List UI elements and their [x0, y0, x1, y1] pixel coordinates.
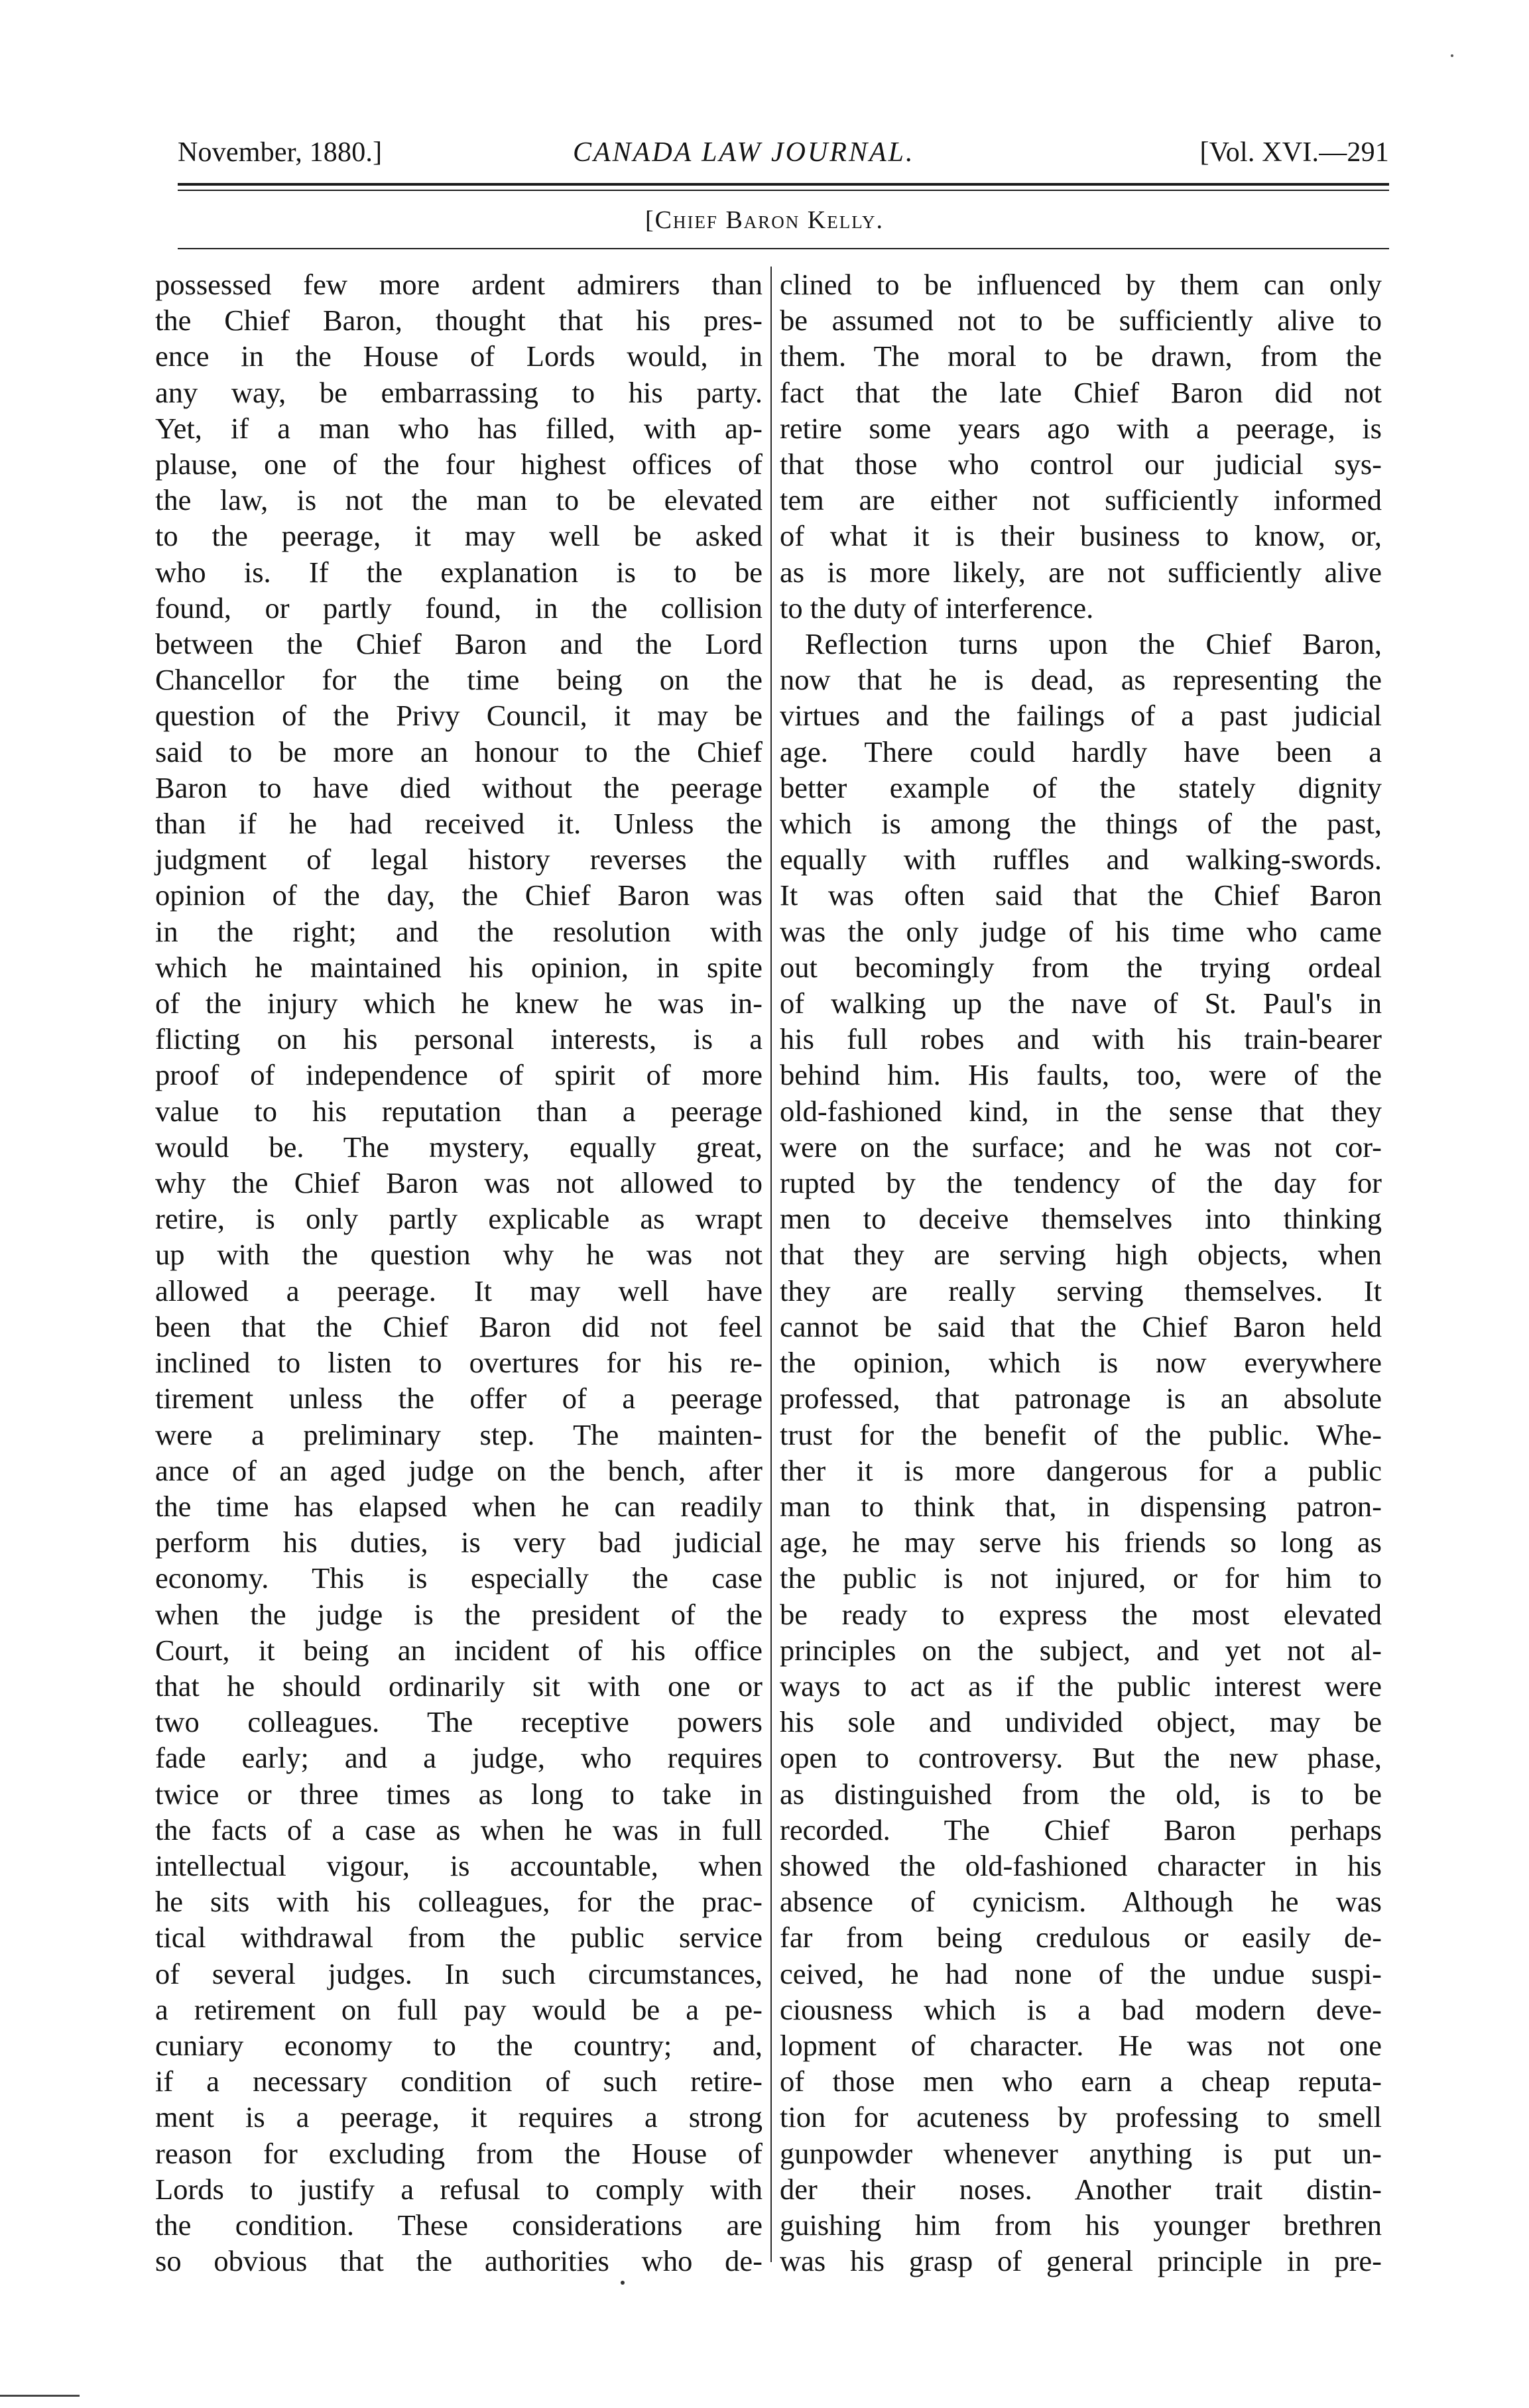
text-line: that those who control our judicial sys-	[780, 448, 1382, 481]
text-line: as is more likely, are not sufficiently alive	[780, 555, 1382, 589]
text-line: clined to be influenced by them can only	[780, 268, 1382, 301]
text-line: who is. If the explanation is to be	[155, 555, 763, 589]
text-line: better example of the stately dignity	[780, 770, 1382, 804]
text-line: up with the question why he was not	[155, 1238, 763, 1272]
header-rule-thick	[178, 183, 1389, 186]
text-line: ence in the House of Lords would, in	[155, 339, 763, 373]
text-line: trust for the benefit of the public. Whe-	[780, 1417, 1382, 1451]
text-line: age. There could hardly have been a	[780, 735, 1382, 768]
text-line: showed the old-fashioned character in his	[780, 1848, 1382, 1882]
text-line: Court, it being an incident of his office	[155, 1633, 763, 1667]
text-line: which he maintained his opinion, in spite	[155, 950, 763, 984]
page-speck	[1451, 54, 1453, 57]
text-line: be assumed not to be sufficiently alive to	[780, 304, 1382, 337]
text-line: retire some years ago with a peerage, is	[780, 411, 1382, 445]
text-line: why the Chief Baron was not allowed to	[155, 1166, 763, 1200]
text-line: his sole and undivided object, may be	[780, 1705, 1382, 1739]
text-line: the time has elapsed when he can readily	[155, 1489, 763, 1523]
text-line: der their noses. Another trait distin-	[780, 2172, 1382, 2206]
text-line: virtues and the failings of a past judicial	[780, 699, 1382, 733]
text-line: old-fashioned kind, in the sense that they	[780, 1094, 1382, 1128]
issue-date: November, 1880.]	[178, 137, 383, 168]
text-line: that he should ordinarily sit with one or	[155, 1669, 763, 1703]
text-line: been that the Chief Baron did not feel	[155, 1309, 763, 1343]
text-line: judgment of legal history reverses the	[155, 843, 763, 876]
text-line: Lords to justify a refusal to comply with	[155, 2172, 763, 2206]
text-line: Baron to have died without the peerage	[155, 770, 763, 804]
text-line: said to be more an honour to the Chief	[155, 735, 763, 768]
text-line: flicting on his personal interests, is a	[155, 1022, 763, 1056]
text-line: which is among the things of the past,	[780, 807, 1382, 841]
text-line: the facts of a case as when he was in full	[155, 1813, 763, 1846]
left-column	[155, 267, 763, 2279]
text-line: value to his reputation than a peerage	[155, 1094, 763, 1128]
text-line: were on the surface; and he was not cor-	[780, 1130, 1382, 1164]
text-line: fact that the late Chief Baron did not	[780, 375, 1382, 409]
text-line: gunpowder whenever anything is put un-	[780, 2136, 1382, 2170]
text-line: rupted by the tendency of the day for	[780, 1166, 1382, 1200]
text-line: perform his duties, is very bad judicial	[155, 1526, 763, 1559]
text-line: them. The moral to be drawn, from the	[780, 339, 1382, 373]
text-line: retire, is only partly explicable as wrapt	[155, 1202, 763, 1236]
text-line: they are really serving themselves. It	[780, 1274, 1382, 1307]
text-line: were a preliminary step. The mainten-	[155, 1417, 763, 1451]
text-line: far from being credulous or easily de-	[780, 1921, 1382, 1955]
running-head-rule	[178, 248, 1389, 249]
text-line: of what it is their business to know, or,	[780, 519, 1382, 553]
text-line: in the right; and the resolution with	[155, 914, 763, 948]
text-line: tem are either not sufficiently informed	[780, 483, 1382, 517]
text-line: recorded. The Chief Baron perhaps	[780, 1813, 1382, 1846]
text-line: the public is not injured, or for him to	[780, 1561, 1382, 1595]
text-line: plause, one of the four highest offices of	[155, 448, 763, 481]
text-line: economy. This is especially the case	[155, 1561, 763, 1595]
text-line: Reflection turns upon the Chief Baron,	[805, 627, 1382, 661]
text-line: lopment of character. He was not one	[780, 2028, 1382, 2062]
text-line: It was often said that the Chief Baron	[780, 878, 1382, 912]
text-line: men to deceive themselves into thinking	[780, 1202, 1382, 1236]
text-line: be ready to express the most elevated	[780, 1597, 1382, 1631]
text-line: of several judges. In such circumstances,	[155, 1957, 763, 1990]
text-line: when the judge is the president of the	[155, 1597, 763, 1631]
text-line: inclined to listen to overtures for his re-	[155, 1346, 763, 1380]
text-line: the Chief Baron, thought that his pres-	[155, 304, 763, 337]
header-rule-thin	[178, 190, 1389, 191]
text-line: ciousness which is a bad modern deve-	[780, 1992, 1382, 2026]
text-line: tical withdrawal from the public service	[155, 1921, 763, 1955]
text-line: he sits with his colleagues, for the prac-	[155, 1885, 763, 1919]
text-line: than if he had received it. Unless the	[155, 807, 763, 841]
text-line: his full robes and with his train-bearer	[780, 1022, 1382, 1056]
text-line: allowed a peerage. It may well have	[155, 1274, 763, 1307]
text-line: professed, that patronage is an absolute	[780, 1382, 1382, 1415]
text-line: cannot be said that the Chief Baron held	[780, 1309, 1382, 1343]
text-line: would be. The mystery, equally great,	[155, 1130, 763, 1164]
text-line: ance of an aged judge on the bench, after	[155, 1453, 763, 1487]
text-line: the law, is not the man to be elevated	[155, 483, 763, 517]
text-line: intellectual vigour, is accountable, when	[155, 1848, 763, 1882]
text-line: guishing him from his younger brethren	[780, 2208, 1382, 2242]
text-line: now that he is dead, as representing the	[780, 663, 1382, 697]
text-line: as distinguished from the old, is to be	[780, 1777, 1382, 1811]
text-line: ther it is more dangerous for a public	[780, 1453, 1382, 1487]
text-line: Chancellor for the time being on the	[155, 663, 763, 697]
text-line: any way, be embarrassing to his party.	[155, 375, 763, 409]
text-line: two colleagues. The receptive powers	[155, 1705, 763, 1739]
text-line: principles on the subject, and yet not al-	[780, 1633, 1382, 1667]
text-line: absence of cynicism. Although he was	[780, 1885, 1382, 1919]
journal-title: CANADA LAW JOURNAL.	[573, 137, 915, 168]
text-line: open to controversy. But the new phase,	[780, 1741, 1382, 1775]
text-line: Yet, if a man who has filled, with ap-	[155, 411, 763, 445]
text-line: possessed few more ardent admirers than	[155, 268, 763, 301]
text-line: between the Chief Baron and the Lord	[155, 627, 763, 661]
page-header	[178, 130, 1389, 176]
text-line: tirement unless the offer of a peerage	[155, 1382, 763, 1415]
text-line: equally with ruffles and walking-swords.	[780, 843, 1382, 876]
text-line: to the peerage, it may well be asked	[155, 519, 763, 553]
text-line: that they are serving high objects, when	[780, 1238, 1382, 1272]
volume-page-number: [Vol. XVI.—291	[1199, 137, 1389, 168]
right-column	[780, 267, 1382, 2279]
text-line: was the only judge of his time who came	[780, 914, 1382, 948]
page-edge-line	[0, 2395, 80, 2397]
text-line: fade early; and a judge, who requires	[155, 1741, 763, 1775]
text-line: opinion of the day, the Chief Baron was	[155, 878, 763, 912]
text-line: so obvious that the authorities who de-	[155, 2244, 763, 2278]
text-line: behind him. His faults, too, were of the	[780, 1058, 1382, 1092]
text-line: of walking up the nave of St. Paul's in	[780, 987, 1382, 1020]
text-line: to the duty of interference.	[780, 591, 1094, 625]
text-line: a retirement on full pay would be a pe-	[155, 1992, 763, 2026]
running-head: [Chief Baron Kelly.	[644, 206, 885, 234]
text-line: of the injury which he knew he was in-	[155, 987, 763, 1020]
text-line: if a necessary condition of such retire-	[155, 2065, 763, 2098]
text-line: cuniary economy to the country; and,	[155, 2028, 763, 2062]
text-line: ment is a peerage, it requires a strong	[155, 2100, 763, 2134]
text-line: was his grasp of general principle in pre-	[780, 2244, 1382, 2278]
text-line: reason for excluding from the House of	[155, 2136, 763, 2170]
text-line: twice or three times as long to take in	[155, 1777, 763, 1811]
text-line: proof of independence of spirit of more	[155, 1058, 763, 1092]
text-line: ways to act as if the public interest were	[780, 1669, 1382, 1703]
text-line: found, or partly found, in the collision	[155, 591, 763, 625]
text-line: the opinion, which is now everywhere	[780, 1346, 1382, 1380]
column-divider	[770, 267, 772, 2262]
footer-mark	[621, 2281, 625, 2285]
text-line: man to think that, in dispensing patron-	[780, 1489, 1382, 1523]
text-line: of those men who earn a cheap reputa-	[780, 2065, 1382, 2098]
text-line: out becomingly from the trying ordeal	[780, 950, 1382, 984]
text-line: age, he may serve his friends so long as	[780, 1526, 1382, 1559]
text-line: the condition. These considerations are	[155, 2208, 763, 2242]
text-line: question of the Privy Council, it may be	[155, 699, 763, 733]
text-line: ceived, he had none of the undue suspi-	[780, 1957, 1382, 1990]
text-line: tion for acuteness by professing to smell	[780, 2100, 1382, 2134]
